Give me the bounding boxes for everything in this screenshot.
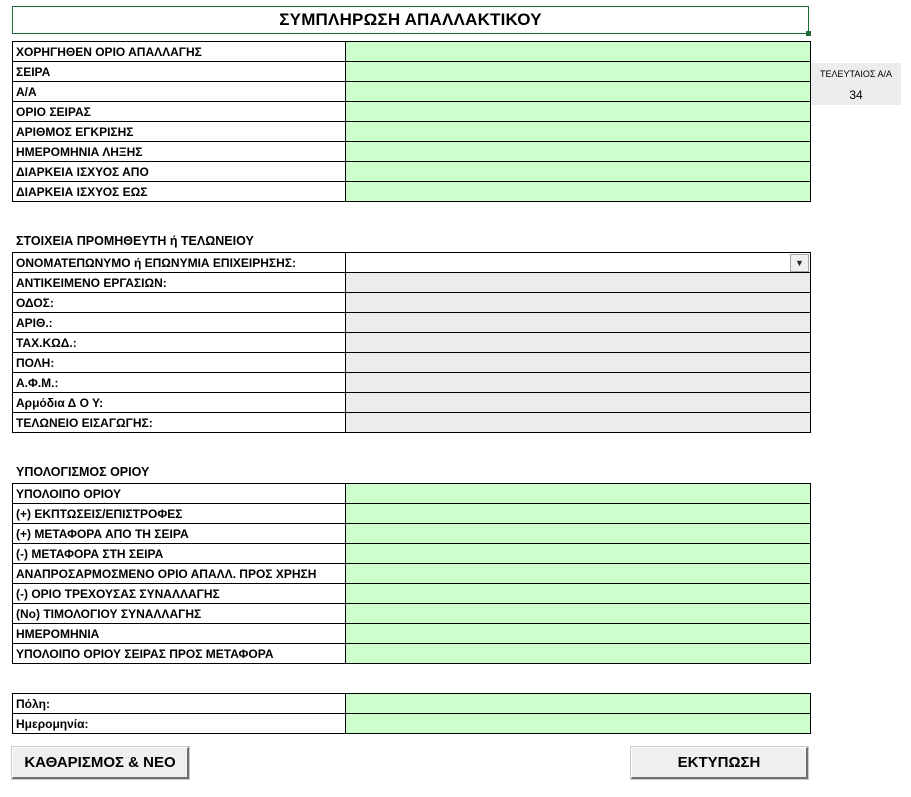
postal-code-field: [346, 333, 811, 353]
field-label: Αρμόδια Δ Ο Υ:: [13, 393, 346, 413]
field-label: ΣΕΙΡΑ: [13, 62, 346, 82]
field-label: (-) ΟΡΙΟ ΤΡΕΧΟΥΣΑΣ ΣΥΝΑΛΛΑΓΗΣ: [13, 584, 346, 604]
table-row: [13, 182, 811, 202]
series-remaining-transfer-input[interactable]: [346, 644, 811, 664]
table-row: [13, 42, 811, 62]
last-aa-label: ΤΕΛΕΥΤΑΙΟΣ Α/Α: [811, 63, 901, 84]
invoice-number-input[interactable]: [346, 604, 811, 624]
current-transaction-limit-input[interactable]: [346, 584, 811, 604]
place-city-input[interactable]: [346, 694, 811, 714]
table-row: [13, 102, 811, 122]
field-label: Πόλη:: [13, 694, 346, 714]
field-label: (+) ΜΕΤΑΦΟΡΑ ΑΠΟ ΤΗ ΣΕΙΡΑ: [13, 524, 346, 544]
field-label: (-) ΜΕΤΑΦΟΡΑ ΣΤΗ ΣΕΙΡΑ: [13, 544, 346, 564]
table-row: [13, 484, 811, 504]
expiry-date-input[interactable]: [346, 142, 811, 162]
field-label: ΟΡΙΟ ΣΕΙΡΑΣ: [13, 102, 346, 122]
remaining-limit-input[interactable]: [346, 484, 811, 504]
table-row: [13, 584, 811, 604]
table-row: [13, 253, 811, 273]
field-label: ΑΝΑΠΡΟΣΑΡΜΟΣΜΕΝΟ ΟΡΙΟ ΑΠΑΛΛ. ΠΡΟΣ ΧΡΗΣΗ: [13, 564, 346, 584]
table-row: [13, 82, 811, 102]
table-row: [13, 373, 811, 393]
table-row: [13, 504, 811, 524]
field-label: ΑΡΙΘ.:: [13, 313, 346, 333]
series-limit-input[interactable]: [346, 102, 811, 122]
table-row: [13, 564, 811, 584]
table-row: [13, 524, 811, 544]
form-title: ΣΥΜΠΛΗΡΩΣΗ ΑΠΑΛΛΑΚΤΙΚΟΥ: [12, 6, 809, 34]
exemption-table: [12, 41, 811, 202]
field-label: ΗΜΕΡΟΜΗΝΙΑ ΛΗΞΗΣ: [13, 142, 346, 162]
table-row: [13, 333, 811, 353]
table-row: [13, 142, 811, 162]
date-input[interactable]: [346, 624, 811, 644]
table-row: [13, 122, 811, 142]
field-label: ΔΙΑΡΚΕΙΑ ΙΣΧΥΟΣ ΑΠΟ: [13, 162, 346, 182]
transfer-to-series-input[interactable]: [346, 544, 811, 564]
supplier-name-dropdown[interactable]: [346, 253, 811, 273]
supplier-section-heading: ΣΤΟΙΧΕΙΑ ΠΡΟΜΗΘΕΥΤΗ ή ΤΕΛΩΝΕΙΟΥ: [16, 234, 254, 248]
field-label: ΟΝΟΜΑΤΕΠΩΝΥΜΟ ή ΕΠΩΝΥΜΙΑ ΕΠΙΧΕΙΡΗΣΗΣ:: [13, 253, 346, 273]
table-row: [13, 604, 811, 624]
table-row: [13, 393, 811, 413]
transfer-from-series-input[interactable]: [346, 524, 811, 544]
approval-number-input[interactable]: [346, 122, 811, 142]
field-label: ΥΠΟΛΟΙΠΟ ΟΡΙΟΥ ΣΕΙΡΑΣ ΠΡΟΣ ΜΕΤΑΦΟΡΑ: [13, 644, 346, 664]
table-row: [13, 544, 811, 564]
field-label: ΗΜΕΡΟΜΗΝΙΑ: [13, 624, 346, 644]
field-label: ΤΕΛΩΝΕΙΟ ΕΙΣΑΓΩΓΗΣ:: [13, 413, 346, 433]
field-label: ΑΡΙΘΜΟΣ ΕΓΚΡΙΣΗΣ: [13, 122, 346, 142]
field-label: (Νο) ΤΙΜΟΛΟΓΙΟΥ ΣΥΝΑΛΛΑΓΗΣ: [13, 604, 346, 624]
street-field: [346, 293, 811, 313]
table-row: [13, 273, 811, 293]
field-label: ΠΟΛΗ:: [13, 353, 346, 373]
table-row: [13, 62, 811, 82]
field-label: Ημερομηνία:: [13, 714, 346, 734]
field-label: ΔΙΑΡΚΕΙΑ ΙΣΧΥΟΣ ΕΩΣ: [13, 182, 346, 202]
customs-import-field: [346, 413, 811, 433]
city-field: [346, 353, 811, 373]
supplier-table: [12, 252, 811, 433]
tax-office-field: [346, 393, 811, 413]
dropdown-arrow-icon[interactable]: ▼: [790, 254, 809, 272]
place-date-input[interactable]: [346, 714, 811, 734]
discounts-returns-input[interactable]: [346, 504, 811, 524]
limit-table: [12, 483, 811, 664]
table-row: [13, 714, 811, 734]
field-label: (+) ΕΚΠΤΩΣΕΙΣ/ΕΠΙΣΤΡΟΦΕΣ: [13, 504, 346, 524]
table-row: [13, 313, 811, 333]
table-row: [13, 293, 811, 313]
field-label: ΟΔΟΣ:: [13, 293, 346, 313]
table-row: [13, 644, 811, 664]
table-row: [13, 413, 811, 433]
aa-input[interactable]: [346, 82, 811, 102]
field-label: ΧΟΡΗΓΗΘΕΝ ΟΡΙΟ ΑΠΑΛΛΑΓΗΣ: [13, 42, 346, 62]
granted-limit-input[interactable]: [346, 42, 811, 62]
valid-to-input[interactable]: [346, 182, 811, 202]
field-label: ΥΠΟΛΟΙΠΟ ΟΡΙΟΥ: [13, 484, 346, 504]
clear-and-new-button[interactable]: ΚΑΘΑΡΙΣΜΟΣ & ΝΕΟ: [12, 747, 189, 779]
cell-fill-handle[interactable]: [806, 31, 811, 36]
table-row: [13, 624, 811, 644]
last-aa-value: 34: [811, 84, 901, 105]
work-object-field: [346, 273, 811, 293]
vat-number-field: [346, 373, 811, 393]
street-number-field: [346, 313, 811, 333]
print-button[interactable]: ΕΚΤΥΠΩΣΗ: [631, 747, 808, 779]
table-row: [13, 162, 811, 182]
adjusted-limit-input[interactable]: [346, 564, 811, 584]
table-row: [13, 694, 811, 714]
table-row: [13, 353, 811, 373]
valid-from-input[interactable]: [346, 162, 811, 182]
field-label: Α.Φ.Μ.:: [13, 373, 346, 393]
limit-section-heading: ΥΠΟΛΟΓΙΣΜΟΣ ΟΡΙΟΥ: [16, 465, 150, 479]
field-label: ΤΑΧ.ΚΩΔ.:: [13, 333, 346, 353]
series-input[interactable]: [346, 62, 811, 82]
field-label: ΑΝΤΙΚΕΙΜΕΝΟ ΕΡΓΑΣΙΩΝ:: [13, 273, 346, 293]
place-date-table: [12, 693, 811, 734]
field-label: Α/Α: [13, 82, 346, 102]
